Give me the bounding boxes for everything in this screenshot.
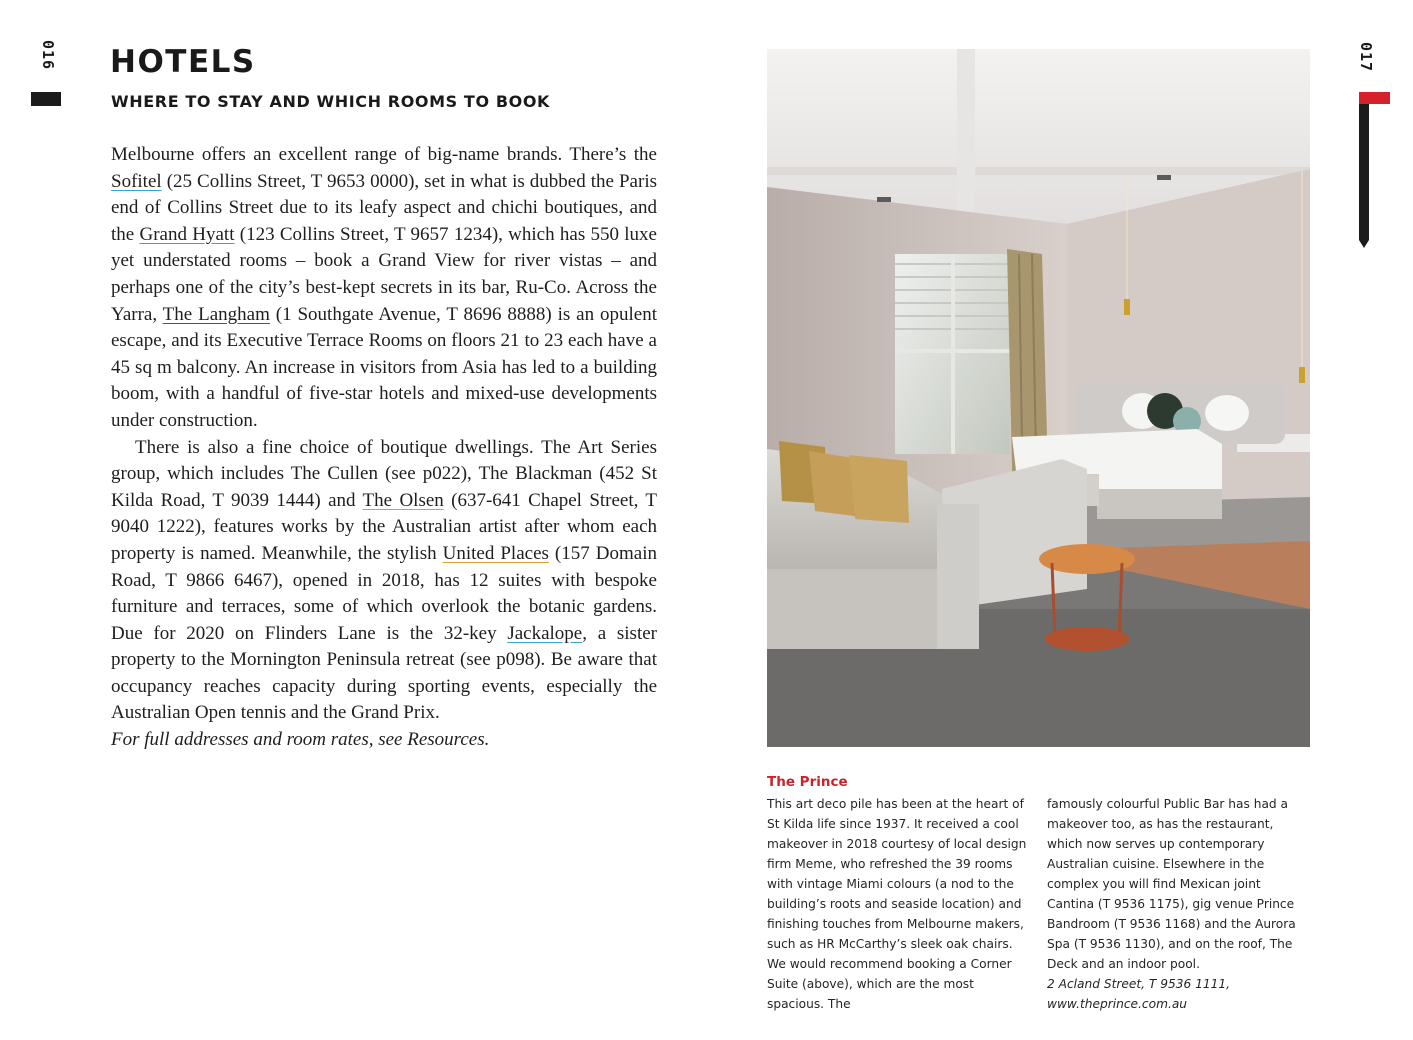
link-united-places[interactable]: United Places bbox=[442, 542, 549, 564]
link-the-olsen[interactable]: The Olsen bbox=[362, 489, 444, 511]
section-marker-bar bbox=[1359, 104, 1369, 240]
page-title: HOTELS bbox=[110, 44, 256, 80]
caption-website[interactable]: www.theprince.com.au bbox=[1047, 997, 1188, 1011]
article-note: For full addresses and room rates, see Resources. bbox=[111, 729, 490, 751]
page-number-left: 016 bbox=[39, 39, 57, 71]
section-marker-red bbox=[1359, 92, 1390, 104]
link-the-langham[interactable]: The Langham bbox=[162, 303, 270, 325]
article-paragraph-1: Melbourne offers an excellent range of big-name brands. There’s the Sofitel (25 Collins Street, T 9653 0000), set in what is dubbed the Paris end of Collins Street due to its leafy aspect and chichi boutiques, and the Grand Hyatt (123 Collins Street, T 9657 1234), which has 550 luxe yet understated rooms – book a Grand View for river vistas – and perhaps one of the city’s best-kept secrets in its bar, Ru-Co. Across the Yarra, The Langham (1 Southgate Avenue, T 8696 8888) is an opulent escape, and its Executive Terrace Rooms on floors 21 to 23 each have a 45 sq m balcony. An increase in visitors from Asia has led to a building boom, with a handful of five-star hotels and mixed-use developments under construction. bbox=[111, 144, 658, 431]
link-sofitel[interactable]: Sofitel bbox=[111, 170, 162, 192]
link-jackalope[interactable]: Jackalope bbox=[507, 622, 583, 644]
section-marker-tip bbox=[1359, 240, 1369, 248]
caption-column-left bbox=[767, 794, 1029, 1014]
page-number-right: 017 bbox=[1357, 41, 1375, 73]
article-paragraph-2: There is also a fine choice of boutique dwellings. The Art Series group, which includes The Cullen (see p022), The Blackman (452 St Kilda Road, T 9039 1444) and The Olsen (637-641 Chapel Street, T 9040 1222), features works by the Australian artist after whom each property is named. Meanwhile, the stylish United Places (157 Domain Road, T 9866 6467), opened in 2018, has 12 suites with bespoke furniture and terraces, some of which overlook the botanic gardens. Due for 2020 on Flinders Lane is the 32-key Jackalope, a sister property to the Mornington Peninsula retreat (see p098). Be aware that occupancy reaches capacity during sporting events, especially the Australian Open tennis and the Grand Prix. bbox=[111, 436, 658, 724]
section-marker-left bbox=[31, 92, 61, 106]
page-subtitle: WHERE TO STAY AND WHICH ROOMS TO BOOK bbox=[111, 92, 551, 111]
caption-address: 2 Acland Street, T 9536 1111, bbox=[1047, 977, 1231, 991]
caption-text-1: This art deco pile has been at the heart of St Kilda life since 1937. It received a cool makeover in 2018 courtesy of local design firm Meme, who refreshed the 39 rooms with vintage Miami colours (a nod to the building’s roots and seaside location) and finishing touches from Melbourne makers, such as HR McCarthy’s sleek oak chairs. We would recommend booking a Corner Suite (above), which are the most spacious. The bbox=[767, 797, 1027, 1011]
article-body bbox=[111, 142, 657, 754]
caption-text-2: famously colourful Public Bar has had a makeover too, as has the restaurant, which now serves up contemporary Australian cuisine. Elsewhere in the complex you will find Mexican joint Cantina (T 9536 1175), gig venue Prince Bandroom (T 9536 1168) and the Aurora Spa (T 9536 1130), and on the roof, The Deck and an indoor pool. bbox=[1047, 797, 1296, 971]
caption-column-right bbox=[1047, 794, 1309, 1014]
hotel-room-photo bbox=[767, 49, 1310, 747]
link-grand-hyatt[interactable]: Grand Hyatt bbox=[139, 223, 235, 245]
caption-title: The Prince bbox=[767, 774, 848, 790]
